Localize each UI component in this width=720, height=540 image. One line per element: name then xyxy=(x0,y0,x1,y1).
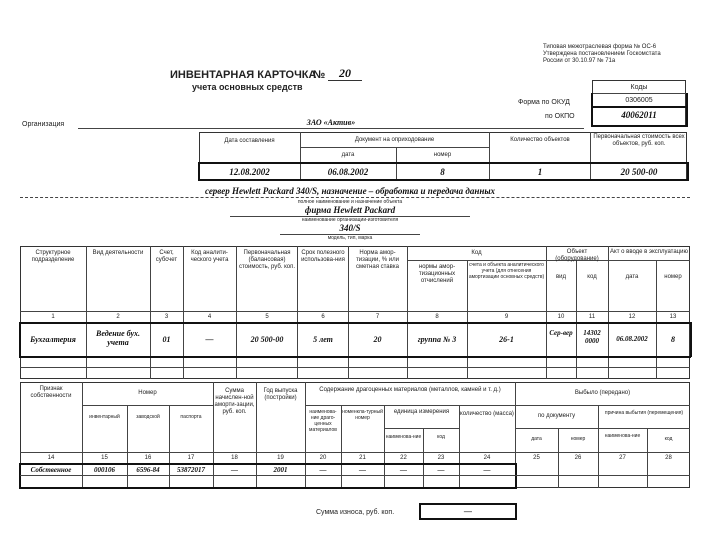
organization-label: Организация xyxy=(22,121,65,128)
mh-object-code: код xyxy=(587,274,597,280)
mh-code-norm: нормы амор-тизационных отчислений xyxy=(418,264,456,284)
okpo-label: по ОКПО xyxy=(545,113,575,120)
brow-metal-name: — xyxy=(319,466,327,474)
brow-amount: — xyxy=(483,466,491,474)
top-h-doc: Документ на оприходование xyxy=(354,137,435,143)
bh-by-doc: по документу xyxy=(537,413,576,419)
bh-factory: заводской xyxy=(136,414,160,420)
mh-rate: Норма амор-тизации, % или сметная ставка xyxy=(356,250,399,270)
bottom-colnum: 17 xyxy=(187,455,195,461)
row-life: 5 лет xyxy=(313,335,333,344)
bottom-colnum: 22 xyxy=(400,455,407,461)
bh-passport: паспорта xyxy=(180,414,202,420)
codes-header: Коды xyxy=(630,84,648,91)
main-colnum: 3 xyxy=(164,314,169,320)
bh-unit: единица измерения xyxy=(393,409,450,415)
bottom-colnum: 21 xyxy=(359,455,366,461)
title-number-label: № xyxy=(313,69,326,81)
row-act-date: 06.08.2002 xyxy=(616,335,648,343)
mh-act: Акт о вводе в эксплуатацию xyxy=(610,249,688,255)
bottom-colnum: 18 xyxy=(231,455,238,461)
bh-doc-date: дата xyxy=(531,436,542,442)
bottom-colnum: 26 xyxy=(574,455,582,461)
bh-amount: количество (масса) xyxy=(460,411,514,417)
brow-factory: 6596-84 xyxy=(136,466,160,474)
row-code-norm: группа № 3 xyxy=(417,335,457,344)
main-colnum: 10 xyxy=(557,314,565,320)
mh-dept: Структурное подразделение xyxy=(31,250,75,263)
brow-passport: 53872017 xyxy=(177,466,205,474)
bottom-colnum: 19 xyxy=(277,455,284,461)
top-h-cost: Первоначальная стоимость всех объектов, руб. коп. xyxy=(593,134,685,147)
bh-reason-name: наименова-ние xyxy=(604,433,641,439)
main-colnum: 8 xyxy=(435,314,439,320)
brow-nomenclature: — xyxy=(359,466,366,474)
bottom-colnum: 14 xyxy=(47,455,55,461)
object-model-caption: модель, тип, марка xyxy=(327,235,373,241)
bottom-colnum: 23 xyxy=(437,455,445,461)
main-colnum: 2 xyxy=(116,314,120,320)
bh-reason-code: код xyxy=(664,436,673,442)
mh-analytic: Код аналити-ческого учета xyxy=(190,250,229,263)
title-line1: ИНВЕНТАРНАЯ КАРТОЧКА xyxy=(170,69,317,81)
doc-date: 06.08.2002 xyxy=(327,167,369,177)
organization-value: ЗАО «Актив» xyxy=(306,118,356,127)
okud-code: 0306005 xyxy=(625,97,653,104)
mh-initial-cost: Первоначальная (балансовая) стоимость, руб. коп. xyxy=(238,250,296,270)
wear-label: Сумма износа, руб. коп. xyxy=(316,509,395,516)
bh-year: Год выпуска (постройки) xyxy=(263,388,298,401)
main-colnum: 11 xyxy=(588,314,596,320)
doc-number: 8 xyxy=(440,167,445,177)
top-h-doc-date: дата xyxy=(341,152,355,158)
bh-unit-code: код xyxy=(437,434,445,440)
row-act-number: 8 xyxy=(671,335,675,344)
bh-metals: Содержание драгоценных материалов (металлов, камней и т. д.) xyxy=(319,387,501,393)
main-colnum: 13 xyxy=(669,314,677,320)
mh-act-date: дата xyxy=(625,274,639,280)
row-initial-cost: 20 500-00 xyxy=(250,335,284,344)
bottom-colnum: 24 xyxy=(483,455,491,461)
main-colnum: 9 xyxy=(504,314,509,320)
bh-reason: причина выбытия (перемещения) xyxy=(604,410,684,416)
brow-depreciation: — xyxy=(231,466,238,474)
wear-value: — xyxy=(464,507,472,516)
object-model: 340/S xyxy=(339,223,361,233)
mh-account: Счет, субсчет xyxy=(155,250,178,263)
main-colnum: 6 xyxy=(321,314,325,320)
brow-ownership: Собственное xyxy=(30,466,72,474)
bottom-colnum: 15 xyxy=(101,455,108,461)
bh-nomenclature: номенкла-турный номер xyxy=(342,409,383,421)
composition-date: 12.08.2002 xyxy=(229,167,270,177)
bh-doc-number: номер xyxy=(570,436,586,442)
top-h-qty: Количество объектов xyxy=(510,137,570,143)
brow-unit-name: — xyxy=(400,466,407,474)
row-activity: Ведение бух. учета xyxy=(96,329,140,347)
form-ref-line2: Утверждена постановлением Госкомстата xyxy=(543,51,661,57)
row-account: 01 xyxy=(162,335,171,344)
bh-number: Номер xyxy=(138,390,157,396)
object-maker: фирма Hewlett Packard xyxy=(304,205,396,215)
mh-object: Объект (оборудование) xyxy=(555,249,599,262)
bottom-colnum: 27 xyxy=(619,455,626,461)
row-code-account: 26-1 xyxy=(499,335,514,344)
bh-metal-name: наименова-ние драго-ценных материалов xyxy=(309,409,337,433)
main-colnum: 4 xyxy=(207,314,212,320)
okud-label: Форма по ОКУД xyxy=(518,99,570,106)
main-colnum: 5 xyxy=(265,314,269,320)
bh-inventory: инвентарный xyxy=(89,414,120,420)
object-maker-caption: наименование организации-изготовителя xyxy=(301,217,399,223)
bottom-colnum: 16 xyxy=(144,455,152,461)
bottom-colnum: 20 xyxy=(319,455,327,461)
mh-activity: Вид деятельности xyxy=(92,250,144,256)
row-object-type: Сер-вер xyxy=(549,329,573,337)
row-analytic: — xyxy=(205,335,214,344)
okpo-code: 40062011 xyxy=(621,110,657,120)
top-h-date: Дата составления xyxy=(224,138,275,144)
object-name-caption: полное наименование и назначение объекта xyxy=(297,199,403,205)
title-line2: учета основных средств xyxy=(192,82,303,92)
mh-life: Срок полезного использова-ния xyxy=(301,250,345,263)
mh-code: Код xyxy=(471,250,482,256)
bottom-colnum: 28 xyxy=(665,455,672,461)
bh-depreciation: Сумма начислен-ной аморти-зации, руб. коп. xyxy=(214,388,255,415)
brow-inventory: 000106 xyxy=(94,466,115,474)
mh-code-account: счета и объекта аналитического учета (для отнесения амортизации основных средств) xyxy=(468,262,545,280)
main-colnum: 12 xyxy=(628,314,636,320)
mh-object-type: вид xyxy=(555,274,567,280)
main-colnum: 1 xyxy=(51,314,55,320)
card-number: 20 xyxy=(328,67,362,81)
bh-disposed: Выбыло (передано) xyxy=(574,390,631,396)
form-ref-line1: Типовая межотраслевая форма № ОС-6 xyxy=(543,44,657,50)
main-colnum: 7 xyxy=(375,314,380,320)
bottom-colnum: 25 xyxy=(533,455,540,461)
row-dept: Бухгалтерия xyxy=(30,335,76,344)
bh-unit-name: наименова-ние xyxy=(385,434,422,440)
object-qty: 1 xyxy=(537,167,543,177)
bh-ownership: Признак собственности xyxy=(30,386,72,399)
form-ref-line3: России от 30.10.97 № 71а xyxy=(543,58,616,64)
top-h-doc-number: номер xyxy=(433,152,452,158)
row-object-code: 14302 0000 xyxy=(583,329,601,345)
object-name: сервер Hewlett Packard 340/S, назначение – обработка и передача данных xyxy=(204,186,496,196)
brow-unit-code: — xyxy=(437,466,445,474)
mh-act-number: номер xyxy=(664,274,682,280)
total-cost: 20 500-00 xyxy=(620,167,658,177)
brow-year: 2001 xyxy=(273,466,288,474)
row-rate: 20 xyxy=(373,335,382,344)
